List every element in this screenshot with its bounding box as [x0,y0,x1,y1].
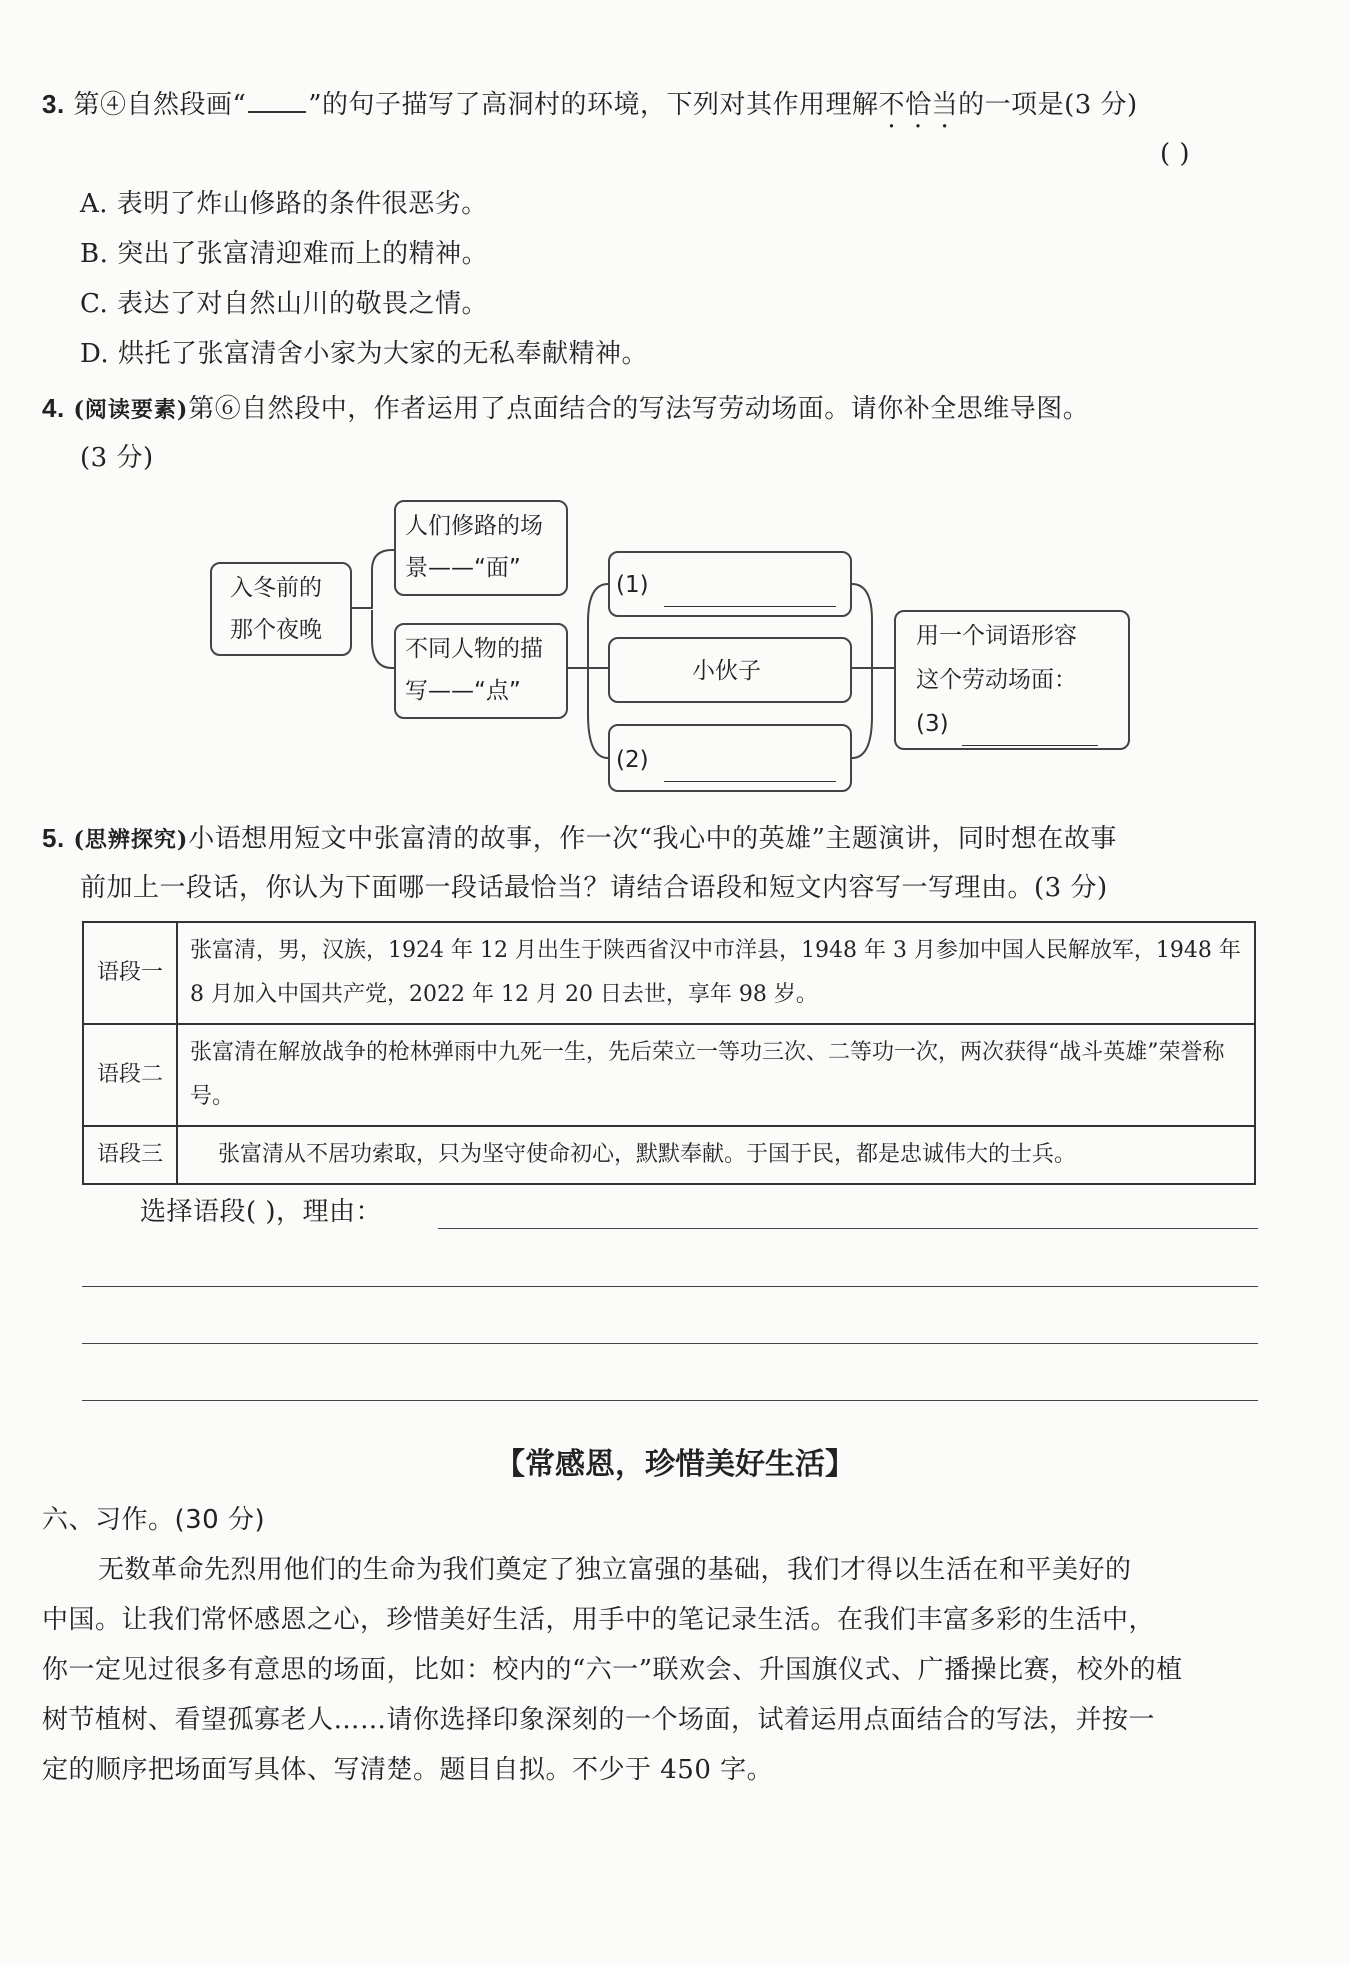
segment-label: 语段二 [83,1024,177,1126]
mindmap-scene-line2: 景——“面” [405,555,521,581]
emphasis-dot-char: 不 [878,90,906,120]
mindmap-summary-box [894,610,1130,750]
q4-score: (3 分) [80,443,154,473]
mindmap-people-line2: 写——“点” [405,678,521,704]
q3-prefix: 第④自然段画“ [73,90,247,120]
q4-number: 4. [42,393,65,423]
segment-label: 语段三 [83,1126,177,1184]
q5-tag: (思辨探究) [73,827,189,853]
essay-paragraph-line: 树节植树、看望孤寡老人……请你选择印象深刻的一个场面，试着运用点面结合的写法，并按一 [42,1705,1156,1735]
mindmap-summary-line1: 用一个词语形容 [916,623,1077,649]
q3-tail: 的一项是(3 分) [958,90,1138,120]
essay-paragraph-line: 你一定见过很多有意思的场面，比如：校内的“六一”联欢会、升国旗仪式、广播操比赛，校外的植 [42,1655,1183,1685]
mindmap-leaf2-content [616,738,836,782]
mindmap-root-line1: 入冬前的 [230,575,322,601]
mindmap-leaf1-answer-line[interactable] [664,580,836,607]
mindmap-xiaohuozi-box [608,637,852,703]
segment-text: 张富清在解放战争的枪林弹雨中九死一生，先后荣立一等功三次、二等功一次，两次获得“战斗英雄”荣誉称号。 [177,1024,1255,1126]
answer-line[interactable] [82,1400,1258,1401]
mindmap-leaf2-answer-line[interactable] [664,755,836,782]
q3-number: 3. [42,89,65,119]
q5-line1: 小语想用短文中张富清的故事，作一次“我心中的英雄”主题演讲，同时想在故事 [188,824,1117,854]
essay-paragraph-line: 定的顺序把场面写具体、写清楚。题目自拟。不少于 450 字。 [42,1755,774,1785]
emphasis-dot-char: 当 [931,90,959,120]
table-row [83,1126,1255,1184]
table-row [83,1024,1255,1126]
mindmap-summary-line2: 这个劳动场面： [916,667,1077,693]
mindmap-summary-label: (3) [916,711,949,737]
q3-answer-paren[interactable]: ( ) [1160,139,1191,169]
answer-line[interactable] [438,1228,1258,1229]
mindmap-scene-box [394,500,568,596]
answer-line[interactable] [82,1343,1258,1344]
q5-stem-line2: 前加上一段话，你认为下面哪一段话最恰当？请结合语段和短文内容写一写理由。(3 分) [80,873,1108,903]
mindmap-summary-answer-line[interactable] [962,719,1098,746]
essay-paragraph-line: 无数革命先烈用他们的生命为我们奠定了独立富强的基础，我们才得以生活在和平美好的 [98,1555,1132,1585]
q5-number: 5. [42,823,65,853]
q3-option-b[interactable]: B. 突出了张富清迎难而上的精神。 [80,239,489,269]
essay-paragraph-line: 中国。让我们常怀感恩之心，珍惜美好生活，用手中的笔记录生活。在我们丰富多彩的生活中， [42,1605,1156,1635]
mindmap-root-box [210,562,352,656]
segment-text: 张富清从不居功索取，只为坚守使命初心，默默奉献。于国于民，都是忠诚伟大的士兵。 [177,1126,1255,1184]
q3-suffix: ”的句子描写了高洞村的环境，下列对其作用理解 [308,90,879,120]
segment-table [82,921,1256,1185]
mindmap-people-line1: 不同人物的描 [405,636,543,662]
mindmap-leaf1-label: (1) [616,572,649,598]
section-title: 【常感恩，珍惜美好生活】 [495,1447,855,1482]
mindmap-leaf2-box[interactable] [608,724,852,792]
mindmap-people-box [394,623,568,719]
mindmap-scene-line1: 人们修路的场 [405,513,543,539]
q4-tag: (阅读要素) [73,397,189,423]
q3-option-d[interactable]: D. 烘托了张富清舍小家为大家的无私奉献精神。 [80,339,648,369]
emphasis-dot-char: 恰 [905,90,932,120]
mindmap-root-line2: 那个夜晚 [230,617,322,643]
mindmap-leaf2-label: (2) [616,747,649,773]
mindmap-summary-line3 [916,702,1098,746]
answer-line[interactable] [82,1286,1258,1287]
mindmap-leaf1-box[interactable] [608,551,852,617]
mindmap-leaf1-content [616,563,836,607]
section-heading: 六、习作。(30 分) [42,1505,266,1535]
segment-label: 语段一 [83,922,177,1024]
mindmap-xiaohuozi-label: 小伙子 [692,658,761,684]
segment-text: 张富清，男，汉族，1924 年 12 月出生于陕西省汉中市洋县，1948 年 3 月参加中国人民解放军，1948 年 8 月加入中国共产党，2022 年 12 月 20 日去世，享年 98 岁。 [177,922,1255,1024]
table-row [83,922,1255,1024]
q3-option-a[interactable]: A. 表明了炸山修路的条件很恶劣。 [80,189,488,219]
q5-choose-label: 选择语段( )，理由： [140,1197,383,1227]
q3-option-c[interactable]: C. 表达了对自然山川的敬畏之情。 [80,289,488,319]
q4-text: 第⑥自然段中，作者运用了点面结合的写法写劳动场面。请你补全思维导图。 [188,394,1090,424]
q5-stem-line1 [42,820,1117,858]
